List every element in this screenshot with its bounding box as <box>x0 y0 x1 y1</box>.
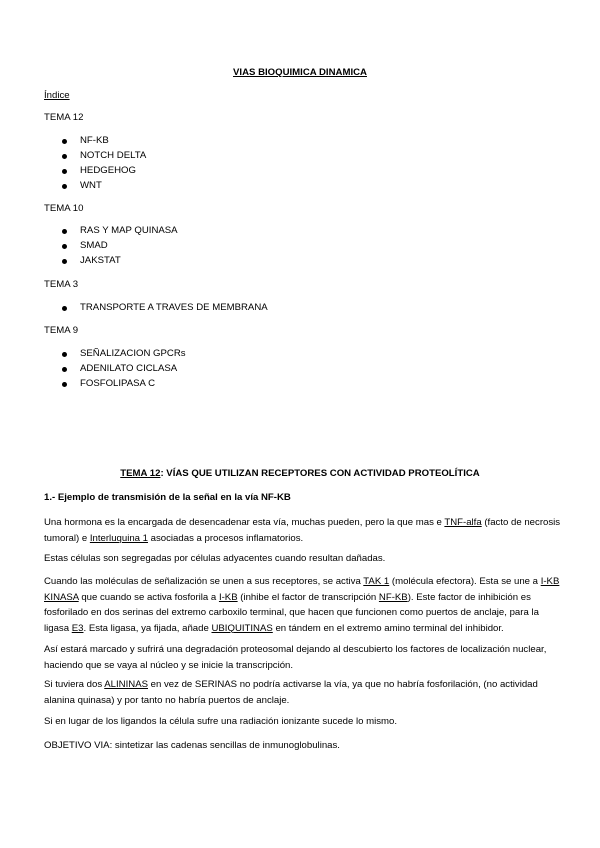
bullet-icon <box>62 229 67 234</box>
bullet-icon <box>62 154 67 159</box>
term: TNF-alfa <box>444 517 482 528</box>
text: . Esta ligasa, ya fijada, añade <box>83 622 212 634</box>
bullet-icon <box>62 184 67 189</box>
text: en tándem en el extremo amino terminal del inhibidor. <box>272 622 504 634</box>
paragraph <box>44 515 564 546</box>
subheading: 1.- Ejemplo de transmisión de la señal en la vía NF-KB <box>44 492 291 503</box>
term: I-KB KINASA <box>44 576 560 603</box>
list-item: NF-KB <box>80 135 109 146</box>
chapter-heading <box>0 468 600 479</box>
text: Cuando las moléculas de señalización se unen a sus receptores, se activa <box>44 576 364 587</box>
bullet-icon <box>62 139 67 144</box>
text: Si tuviera dos <box>44 679 105 690</box>
term: NF-KB <box>378 591 408 603</box>
text: en vez de SERINAS no podría activarse la vía, ya que no habría fosforilación, (no actividad alanina quinasa) y por tanto no habría puertos de anclaje. <box>44 679 538 706</box>
bullet-icon <box>62 382 67 387</box>
section-heading: TEMA 10 <box>44 203 84 214</box>
list-item: SMAD <box>80 240 108 251</box>
bullet-icon <box>62 169 67 174</box>
paragraph: Así estará marcado y sufrirá una degradación proteosomal dejando al descubierto los factores de localización nuclear, haciendo que se vaya al núcleo y se inicie la transcripción. <box>44 644 547 671</box>
list-item: FOSFOLIPASA C <box>80 378 155 389</box>
term: UBIQUITINAS <box>211 622 273 634</box>
text: ). Este factor de inhibición es fosforilado en dos serinas del extremo carboxilo terminal, que hacen que funcionen como puertos de anclaje, para la ligasa <box>44 591 539 634</box>
section-heading: TEMA 9 <box>44 325 79 336</box>
list-item: NOTCH DELTA <box>80 150 147 161</box>
paragraph: Si en lugar de los ligandos la célula sufre una radiación ionizante sucede lo mismo. <box>44 716 398 727</box>
term: E3 <box>71 622 84 634</box>
text: que cuando se activa fosforila a <box>78 591 219 603</box>
section-heading: TEMA 12 <box>44 112 84 123</box>
list-item: HEDGEHOG <box>80 165 136 176</box>
text: (facto de necrosis tumoral) e <box>44 517 561 544</box>
chapter-heading-prefix: TEMA 12 <box>120 468 161 479</box>
paragraph <box>44 677 564 708</box>
term: Interluquina 1 <box>89 532 148 544</box>
list-item: JAKSTAT <box>80 255 121 266</box>
text: Una hormona es la encargada de desencadenar esta vía, muchas pueden, pero la que mas e <box>44 517 445 528</box>
list-item: WNT <box>80 180 102 191</box>
bullet-icon <box>62 352 67 357</box>
text: (molécula efectora). Esta se une a <box>389 576 541 587</box>
chapter-heading-rest: : VÍAS QUE UTILIZAN RECEPTORES CON ACTIVIDAD PROTEOLÍTICA <box>160 468 480 479</box>
bullet-icon <box>62 259 67 264</box>
paragraph: Estas células son segregadas por células adyacentes cuando resultan dañadas. <box>44 553 386 564</box>
term: ALININAS <box>104 679 148 690</box>
index-label: Índice <box>44 90 70 101</box>
list-item: RAS Y MAP QUINASA <box>80 225 178 236</box>
paragraph: OBJETIVO VIA: sintetizar las cadenas sencillas de inmunoglobulinas. <box>44 740 340 751</box>
bullet-icon <box>62 306 67 311</box>
text: (inhibe el factor de transcripción <box>237 591 379 603</box>
document-title: VIAS BIOQUIMICA DINAMICA <box>233 67 367 78</box>
text: asociadas a procesos inflamatorios. <box>148 532 304 544</box>
list-item: SEÑALIZACION GPCRs <box>80 348 186 359</box>
list-item: TRANSPORTE A TRAVES DE MEMBRANA <box>80 302 268 313</box>
section-heading: TEMA 3 <box>44 279 79 290</box>
bullet-icon <box>62 367 67 372</box>
paragraph <box>44 574 564 636</box>
term: TAK 1 <box>363 576 390 587</box>
list-item: ADENILATO CICLASA <box>80 363 178 374</box>
bullet-icon <box>62 244 67 249</box>
term: I-KB <box>218 591 238 603</box>
